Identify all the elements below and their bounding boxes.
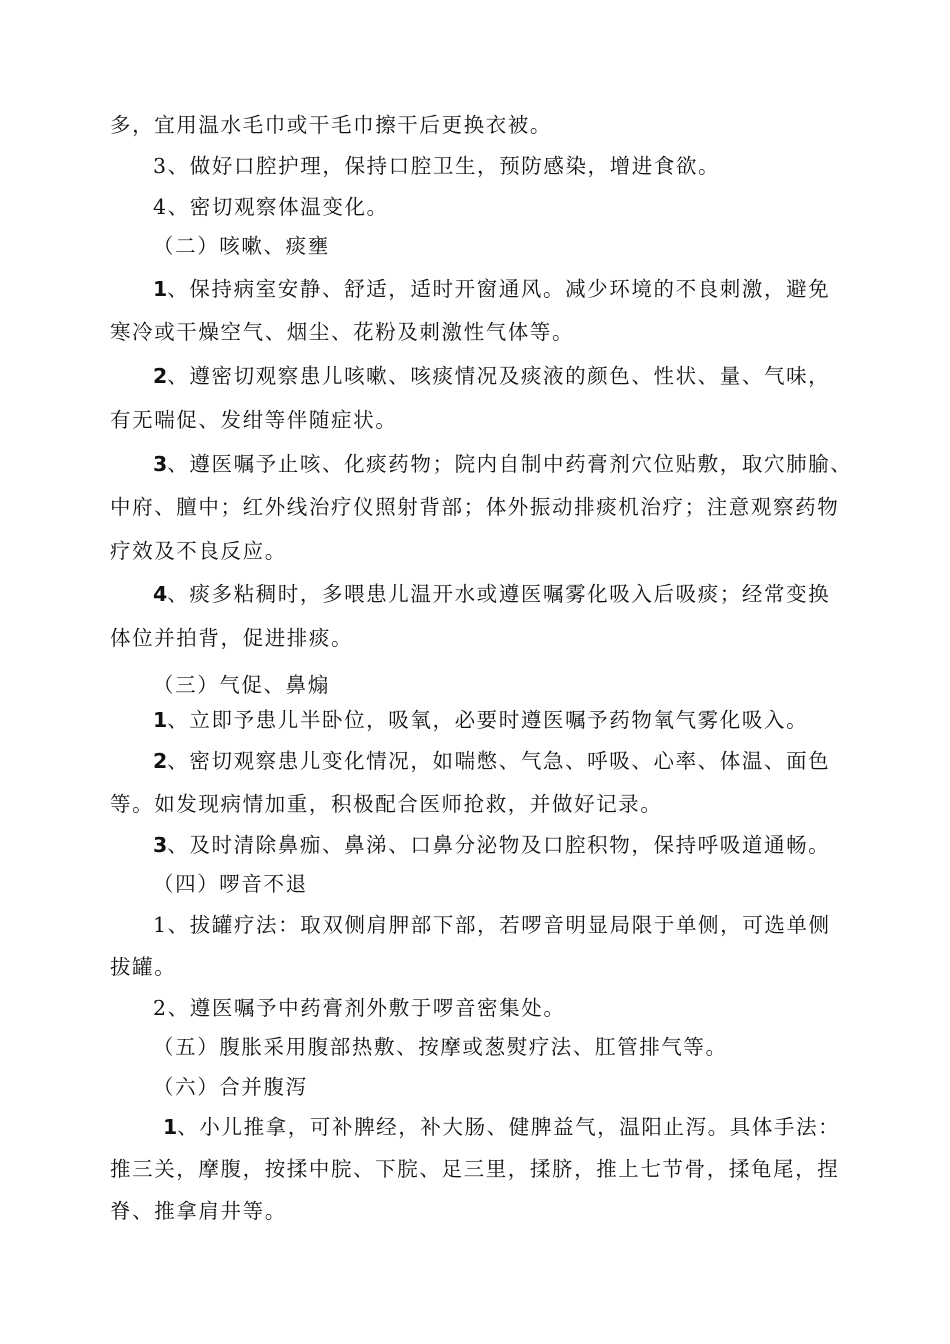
text-line: 拔罐。	[110, 955, 177, 979]
section-heading: （二）咳嗽、痰壅	[153, 234, 330, 258]
item-number: 4	[153, 582, 168, 606]
item-number: 3	[153, 833, 168, 857]
text-line: 、及时清除鼻痂、鼻涕、口鼻分泌物及口腔积物，保持呼吸道通畅。	[167, 833, 831, 857]
text-line: 、痰多粘稠时，多喂患儿温开水或遵医嘱雾化吸入后吸痰；经常变换	[167, 582, 831, 606]
list-item	[153, 831, 830, 859]
section-heading: （五）腹胀采用腹部热敷、按摩或葱熨疗法、肛管排气等。	[153, 1035, 728, 1059]
text-line: 、保持病室安静、舒适，适时开窗通风。减少环境的不良刺激，避免	[167, 277, 831, 301]
item-number: 1	[163, 1115, 178, 1139]
item-number: 2	[153, 364, 168, 388]
item-number: 1	[153, 708, 168, 732]
text-line: 疗效及不良反应。	[110, 539, 287, 563]
text-line: 等。如发现病情加重，积极配合医师抢救，并做好记录。	[110, 792, 663, 816]
list-item: 3、做好口腔护理，保持口腔卫生，预防感染，增进食欲。	[153, 154, 721, 178]
list-item: 1、拔罐疗法：取双侧肩胛部下部，若啰音明显局限于单侧，可选单侧	[153, 913, 831, 937]
text-line: 体位并拍背，促进排痰。	[110, 626, 354, 650]
text-line: 、立即予患儿半卧位，吸氧，必要时遵医嘱予药物氧气雾化吸入。	[167, 708, 809, 732]
list-item	[153, 706, 808, 734]
text-line: 推三关，摩腹，按揉中脘、下脘、足三里，揉脐，推上七节骨，揉龟尾，捏	[110, 1157, 840, 1181]
section-heading: （六）合并腹泻	[153, 1075, 308, 1099]
section-heading: （三）气促、鼻煽	[153, 673, 330, 697]
list-item: 4、密切观察体温变化。	[153, 195, 389, 219]
text-line: 多，宜用温水毛巾或干毛巾擦干后更换衣被。	[110, 113, 552, 137]
text-line: 、小儿推拿，可补脾经，补大肠、健脾益气，温阳止泻。具体手法：	[177, 1115, 841, 1139]
text-line: 、遵密切观察患儿咳嗽、咳痰情况及痰液的颜色、性状、量、气味，	[167, 364, 831, 388]
list-item: 2、遵医嘱予中药膏剂外敷于啰音密集处。	[153, 996, 566, 1020]
text-line: 、遵医嘱予止咳、化痰药物；院内自制中药膏剂穴位贴敷，取穴肺腧、	[167, 452, 853, 476]
text-line: 寒冷或干燥空气、烟尘、花粉及刺激性气体等。	[110, 320, 575, 344]
list-item	[153, 450, 852, 478]
item-number: 1	[153, 277, 168, 301]
list-item	[153, 362, 830, 390]
item-number: 2	[153, 749, 168, 773]
text-line: 、密切观察患儿变化情况，如喘憋、气急、呼吸、心率、体温、面色	[167, 749, 831, 773]
text-line: 中府、膻中；红外线治疗仪照射背部；体外振动排痰机治疗；注意观察药物	[110, 495, 840, 519]
item-number: 3	[153, 452, 168, 476]
text-line: 有无喘促、发绀等伴随症状。	[110, 408, 398, 432]
text-line: 脊、推拿肩井等。	[110, 1199, 287, 1223]
list-item	[163, 1113, 840, 1141]
list-item	[153, 580, 830, 608]
section-heading: （四）啰音不退	[153, 872, 308, 896]
list-item	[153, 747, 830, 775]
list-item	[153, 275, 830, 303]
